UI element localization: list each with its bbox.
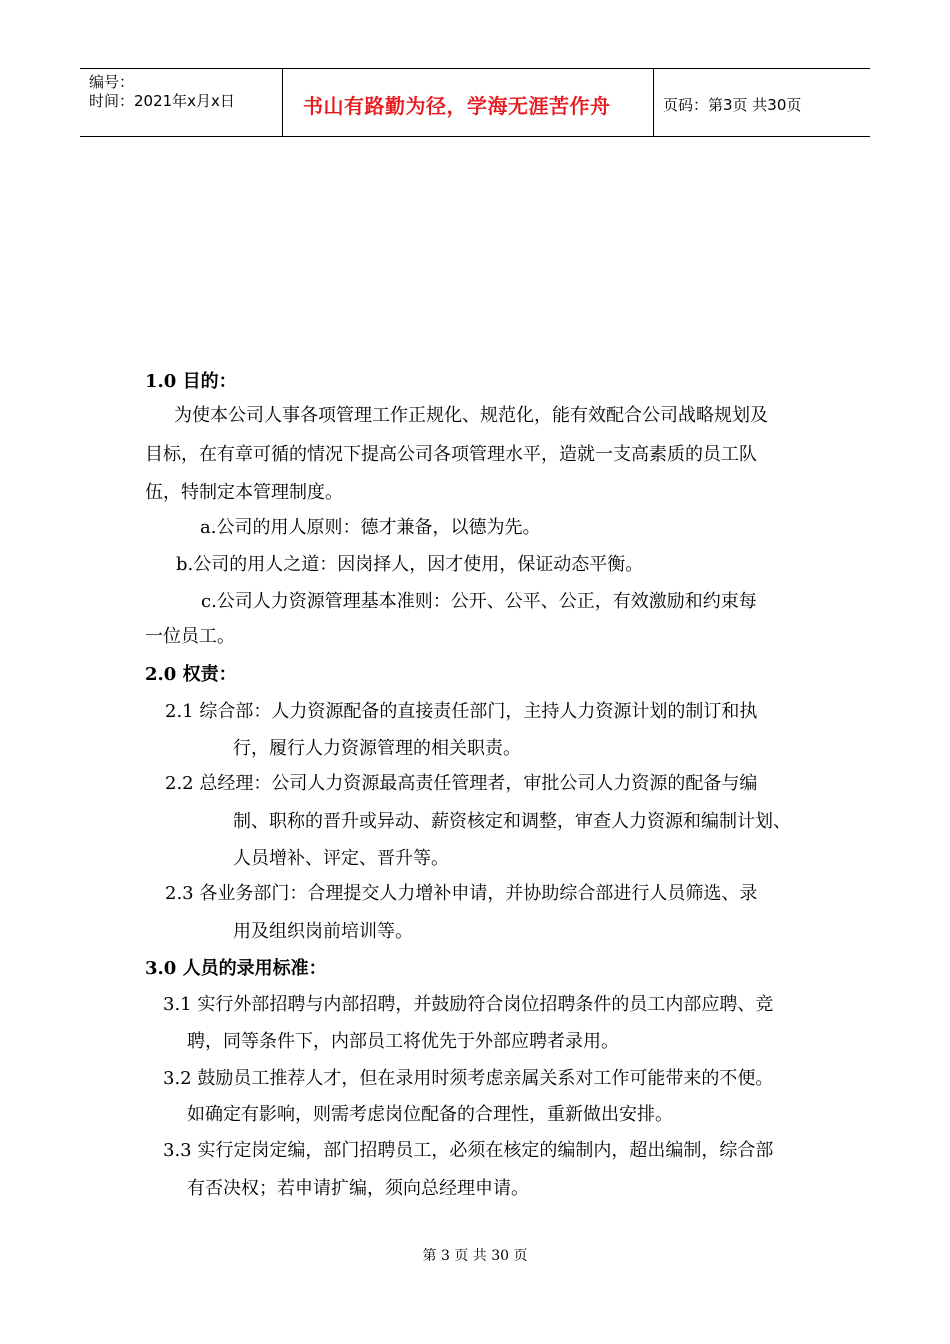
section-2-item-1-line-2: 行，履行人力资源管理的相关职责。: [233, 738, 521, 759]
page-footer: 第 3 页 共 30 页: [422, 1248, 528, 1264]
section-1-paragraph-line-3: 伍，特制定本管理制度。: [145, 482, 343, 503]
header-page-info: 页码：第3页 共30页: [663, 96, 802, 114]
header-meta-cell: [80, 69, 283, 136]
header-page-cell: [654, 69, 870, 136]
section-3-item-1-line-2: 聘，同等条件下，内部员工将优先于外部应聘者录用。: [187, 1031, 619, 1052]
page-header: [80, 68, 870, 137]
section-3-item-2-line-2: 如确定有影响，则需考虑岗位配备的合理性，重新做出安排。: [187, 1104, 673, 1125]
section-3-item-3-line-1: 3.3 实行定岗定编，部门招聘员工，必须在核定的编制内，超出编制，综合部: [163, 1140, 774, 1161]
section-2-item-2-line-1: 2.2 总经理：公司人力资源最高责任管理者，审批公司人力资源的配备与编: [165, 773, 758, 794]
section-1-item-a: a.公司的用人原则：德才兼备，以德为先。: [200, 517, 541, 538]
section-1-item-c-line-2: 一位员工。: [145, 626, 235, 647]
document-date: 时间：2021年x月x日: [89, 92, 235, 110]
section-3-item-2-line-1: 3.2 鼓励员工推荐人才，但在录用时须考虑亲属关系对工作可能带来的不便。: [163, 1068, 774, 1089]
section-2-item-2-line-3: 人员增补、评定、晋升等。: [233, 848, 449, 869]
section-1-item-c-line-1: c.公司人力资源管理基本准则：公开、公平、公正，有效激励和约束每: [201, 591, 757, 612]
section-2-item-3-line-1: 2.3 各业务部门：合理提交人力增补申请，并协助综合部进行人员筛选、录: [165, 883, 758, 904]
section-1-paragraph-line-1: 为使本公司人事各项管理工作正规化、规范化，能有效配合公司战略规划及: [174, 405, 768, 426]
section-2-item-3-line-2: 用及组织岗前培训等。: [233, 921, 413, 942]
section-2-item-2-line-2: 制、职称的晋升或异动、薪资核定和调整，审查人力资源和编制计划、: [233, 811, 791, 832]
document-number-label: 编号：: [89, 73, 135, 91]
section-2-item-1-line-1: 2.1 综合部：人力资源配备的直接责任部门，主持人力资源计划的制订和执: [165, 701, 758, 722]
section-1-paragraph-line-2: 目标，在有章可循的情况下提高公司各项管理水平，造就一支高素质的员工队: [145, 444, 757, 465]
section-2-title: 2.0 权责：: [145, 664, 237, 685]
header-motto: 书山有路勤为径，学海无涯苦作舟: [303, 94, 611, 118]
section-3-item-3-line-2: 有否决权；若申请扩编，须向总经理申请。: [187, 1178, 529, 1199]
header-motto-cell: [283, 69, 654, 136]
section-3-item-1-line-1: 3.1 实行外部招聘与内部招聘，并鼓励符合岗位招聘条件的员工内部应聘、竞: [163, 994, 774, 1015]
section-1-title: 1.0 目的：: [145, 371, 237, 392]
section-1-item-b: b.公司的用人之道：因岗择人，因才使用，保证动态平衡。: [176, 554, 644, 575]
section-3-title: 3.0 人员的录用标准：: [145, 958, 327, 979]
